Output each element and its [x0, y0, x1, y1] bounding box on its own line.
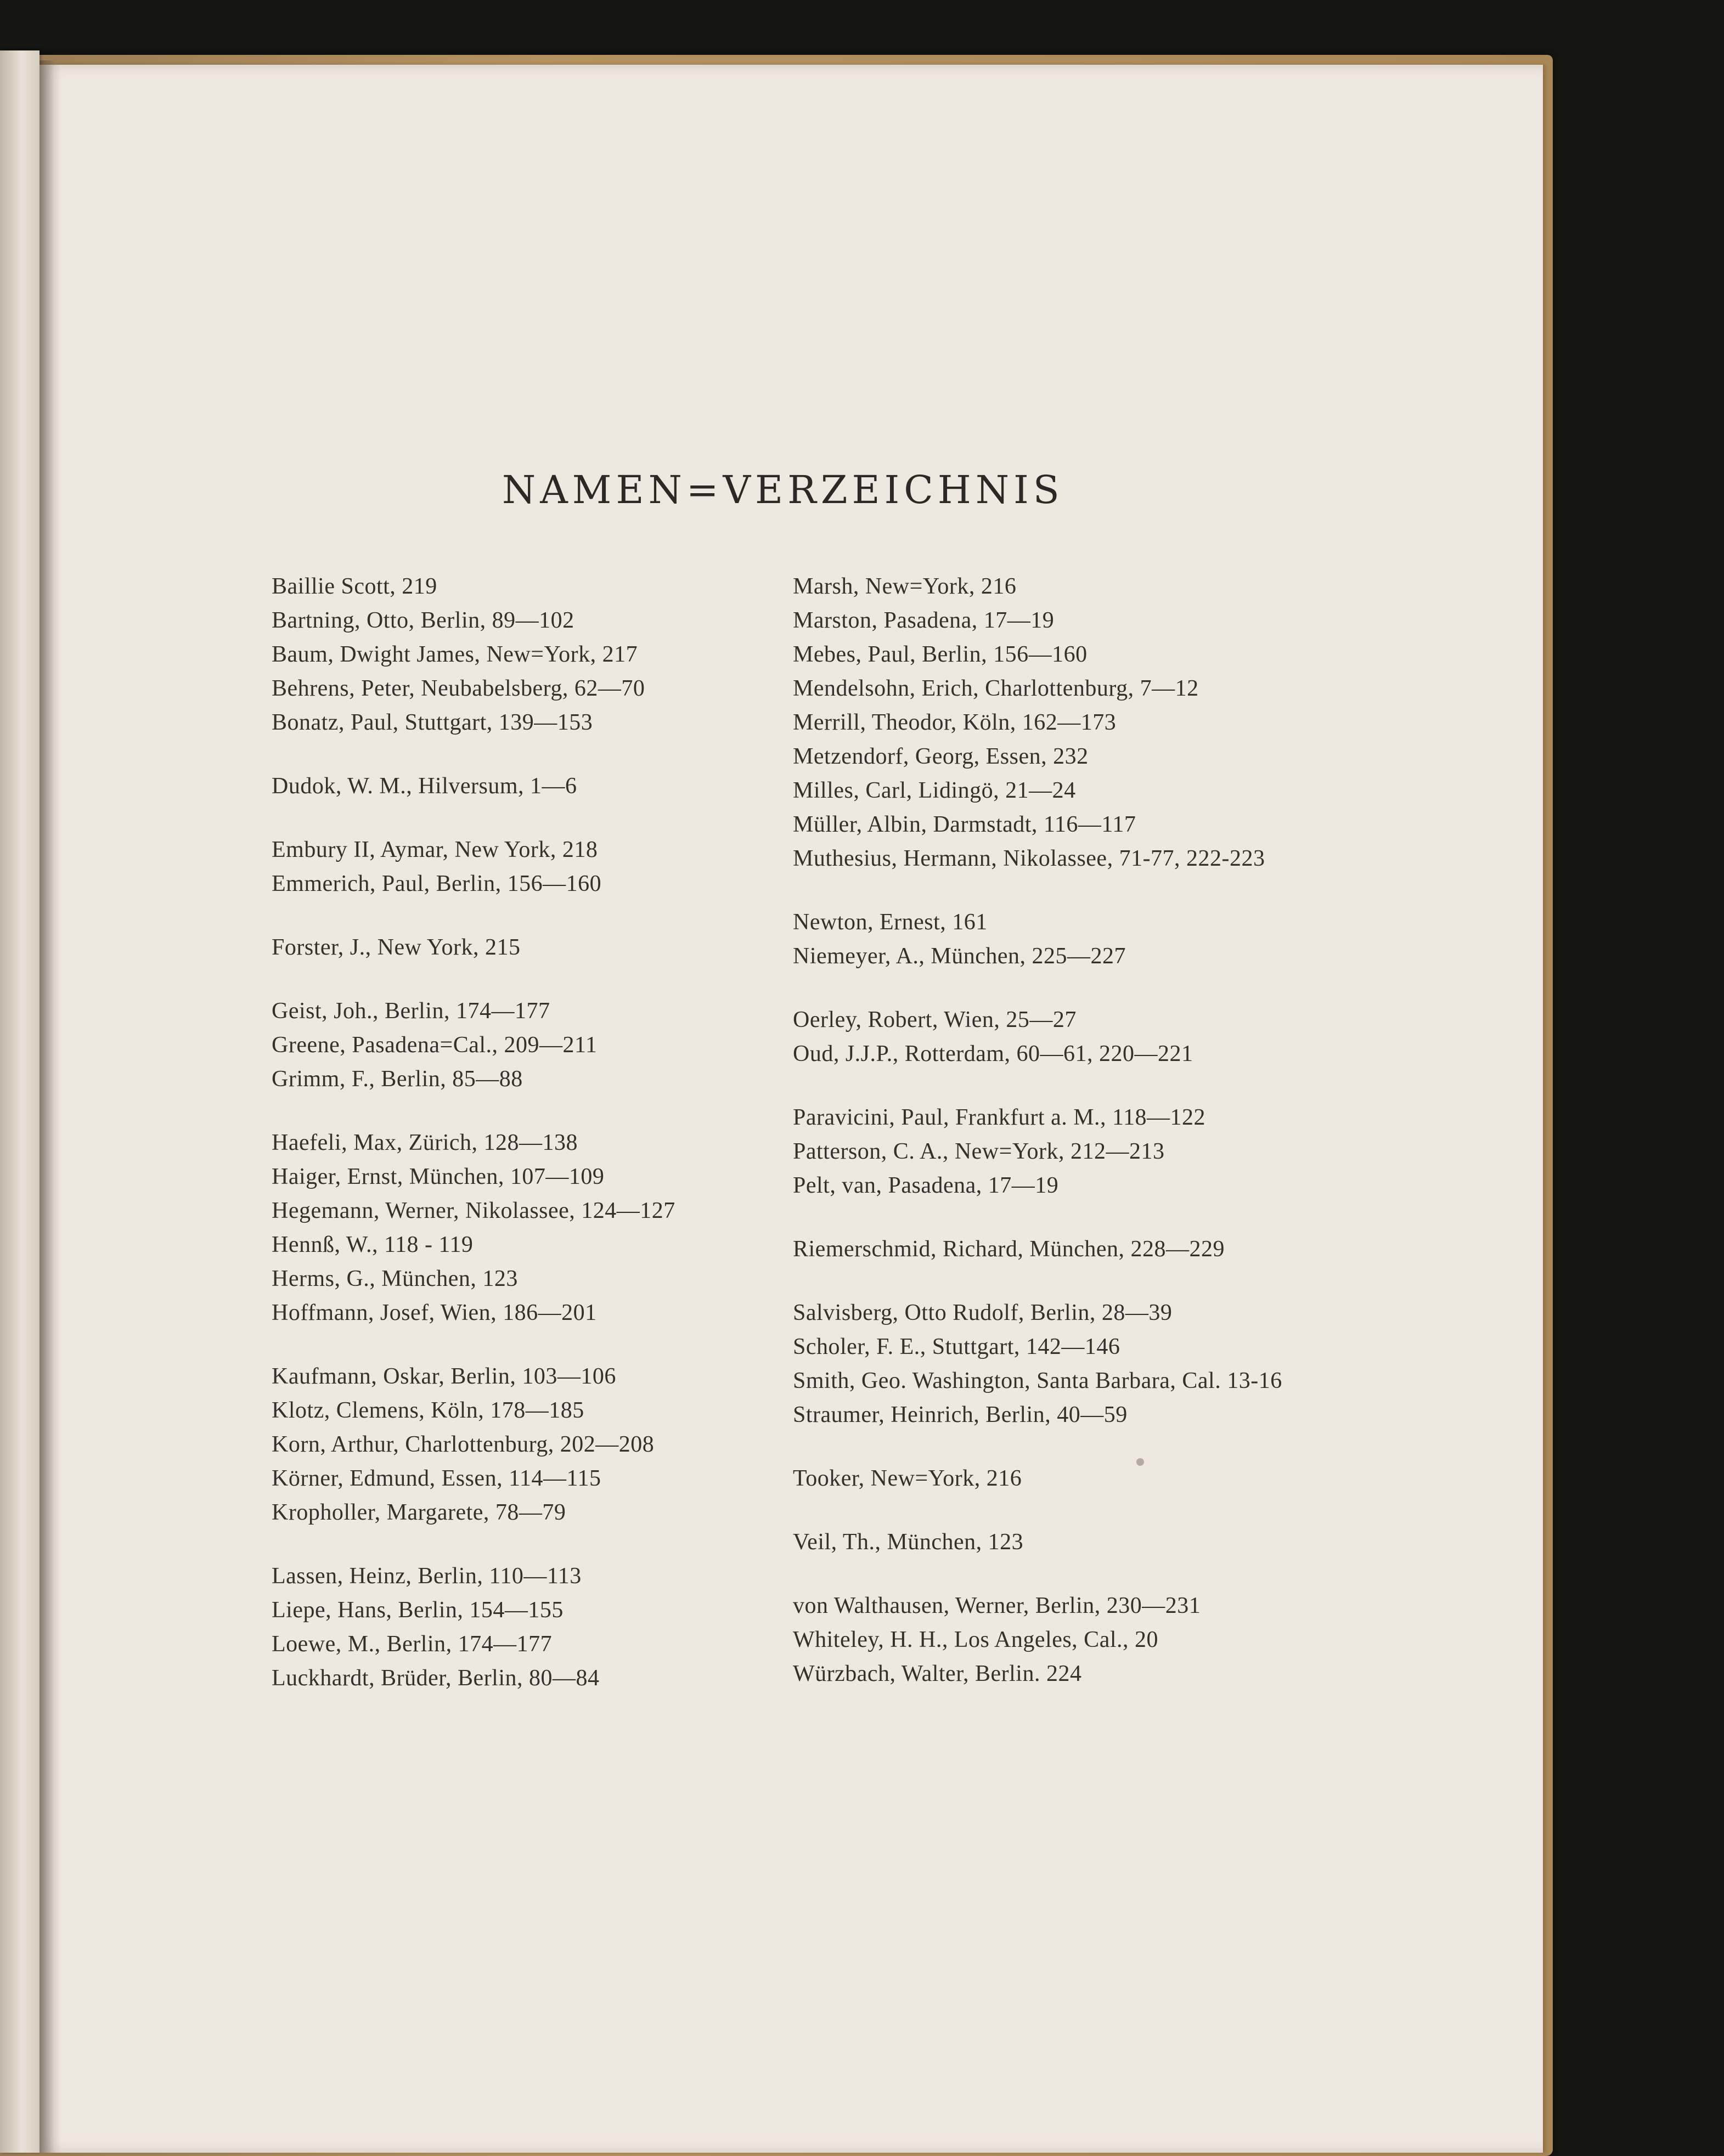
index-entry: Lassen, Heinz, Berlin, 110—113 — [272, 1564, 582, 1589]
index-group — [793, 1296, 1342, 1432]
index-entry: Korn, Arthur, Charlottenburg, 202—208 — [272, 1432, 655, 1457]
index-entry: Straumer, Heinrich, Berlin, 40—59 — [793, 1402, 1128, 1427]
index-entry: Klotz, Clemens, Köln, 178—185 — [272, 1398, 584, 1423]
index-entry: Scholer, F. E., Stuttgart, 142—146 — [793, 1334, 1120, 1359]
index-entry: von Walthausen, Werner, Berlin, 230—231 — [793, 1593, 1201, 1618]
index-entry: Greene, Pasadena=Cal., 209—211 — [272, 1032, 598, 1058]
index-entry: Marsh, New=York, 216 — [793, 574, 1017, 599]
index-entry: Oerley, Robert, Wien, 25—27 — [793, 1007, 1077, 1032]
index-entry: Geist, Joh., Berlin, 174—177 — [272, 998, 550, 1024]
index-entry: Baum, Dwight James, New=York, 217 — [272, 642, 638, 667]
index-entry: Newton, Ernest, 161 — [793, 910, 988, 935]
index-entry: Merrill, Theodor, Köln, 162—173 — [793, 710, 1117, 735]
index-group — [272, 930, 820, 964]
index-group — [272, 769, 820, 803]
index-entry: Tooker, New=York, 216 — [793, 1466, 1022, 1491]
index-column-right — [793, 569, 1342, 1720]
index-entry: Bonatz, Paul, Stuttgart, 139—153 — [272, 710, 593, 735]
index-group — [793, 1100, 1342, 1203]
index-group — [272, 569, 820, 740]
index-entry: Müller, Albin, Darmstadt, 116—117 — [793, 812, 1136, 837]
index-entry: Körner, Edmund, Essen, 114—115 — [272, 1466, 601, 1491]
index-entry: Haiger, Ernst, München, 107—109 — [272, 1164, 605, 1189]
index-entry: Bartning, Otto, Berlin, 89—102 — [272, 608, 574, 633]
index-entry: Mendelsohn, Erich, Charlottenburg, 7—12 — [793, 676, 1199, 701]
index-entry: Paravicini, Paul, Frankfurt a. M., 118—122 — [793, 1105, 1206, 1130]
index-group — [272, 1126, 820, 1330]
index-entry: Kropholler, Margarete, 78—79 — [272, 1500, 566, 1525]
index-group — [272, 1359, 820, 1529]
index-group — [793, 1525, 1342, 1559]
index-entry: Dudok, W. M., Hilversum, 1—6 — [272, 774, 577, 799]
index-entry: Kaufmann, Oskar, Berlin, 103—106 — [272, 1364, 616, 1389]
index-entry: Hoffmann, Josef, Wien, 186—201 — [272, 1300, 597, 1325]
index-entry: Herms, G., München, 123 — [272, 1266, 518, 1291]
index-entry: Baillie Scott, 219 — [272, 574, 437, 599]
index-group — [272, 833, 820, 901]
index-group — [793, 1461, 1342, 1495]
index-group — [793, 905, 1342, 973]
index-entry: Loewe, M., Berlin, 174—177 — [272, 1632, 553, 1657]
index-entry: Marston, Pasadena, 17—19 — [793, 608, 1055, 633]
index-entry: Forster, J., New York, 215 — [272, 935, 521, 960]
index-group — [793, 569, 1342, 876]
index-entry: Würzbach, Walter, Berlin. 224 — [793, 1661, 1082, 1686]
index-entry: Metzendorf, Georg, Essen, 232 — [793, 744, 1089, 769]
book-page — [40, 65, 1543, 2153]
small-page-mark — [1136, 1458, 1144, 1466]
index-entry: Hegemann, Werner, Nikolassee, 124—127 — [272, 1198, 675, 1223]
index-entry: Milles, Carl, Lidingö, 21—24 — [793, 778, 1076, 803]
index-entry: Embury II, Aymar, New York, 218 — [272, 837, 598, 862]
index-entry: Salvisberg, Otto Rudolf, Berlin, 28—39 — [793, 1300, 1173, 1325]
index-entry: Niemeyer, A., München, 225—227 — [793, 944, 1126, 969]
index-entry: Mebes, Paul, Berlin, 156—160 — [793, 642, 1088, 667]
index-entry: Smith, Geo. Washington, Santa Barbara, Cal. 13-16 — [793, 1368, 1282, 1393]
index-entry: Veil, Th., München, 123 — [793, 1529, 1024, 1555]
index-group — [793, 1589, 1342, 1691]
index-entry: Whiteley, H. H., Los Angeles, Cal., 20 — [793, 1627, 1159, 1652]
index-column-left — [272, 569, 820, 1725]
index-entry: Haefeli, Max, Zürich, 128—138 — [272, 1130, 578, 1155]
page-title: NAMEN=VERZEICHNIS — [502, 467, 1064, 512]
index-entry: Oud, J.J.P., Rotterdam, 60—61, 220—221 — [793, 1041, 1193, 1066]
page-content — [40, 65, 1543, 2153]
index-entry: Muthesius, Hermann, Nikolassee, 71-77, 222-223 — [793, 846, 1265, 871]
index-entry: Luckhardt, Brüder, Berlin, 80—84 — [272, 1666, 600, 1691]
index-entry: Hennß, W., 118 - 119 — [272, 1232, 474, 1257]
index-entry: Behrens, Peter, Neubabelsberg, 62—70 — [272, 676, 645, 701]
index-entry: Grimm, F., Berlin, 85—88 — [272, 1066, 523, 1092]
index-entry: Patterson, C. A., New=York, 212—213 — [793, 1139, 1165, 1164]
index-entry: Liepe, Hans, Berlin, 154—155 — [272, 1598, 564, 1623]
index-entry: Emmerich, Paul, Berlin, 156—160 — [272, 871, 602, 896]
index-group — [793, 1232, 1342, 1266]
index-group — [272, 994, 820, 1096]
left-page-edge — [0, 50, 40, 2153]
index-entry: Pelt, van, Pasadena, 17—19 — [793, 1173, 1059, 1198]
index-group — [793, 1003, 1342, 1071]
book-spine-shadow — [40, 60, 60, 2153]
index-group — [272, 1559, 820, 1695]
index-entry: Riemerschmid, Richard, München, 228—229 — [793, 1237, 1225, 1262]
